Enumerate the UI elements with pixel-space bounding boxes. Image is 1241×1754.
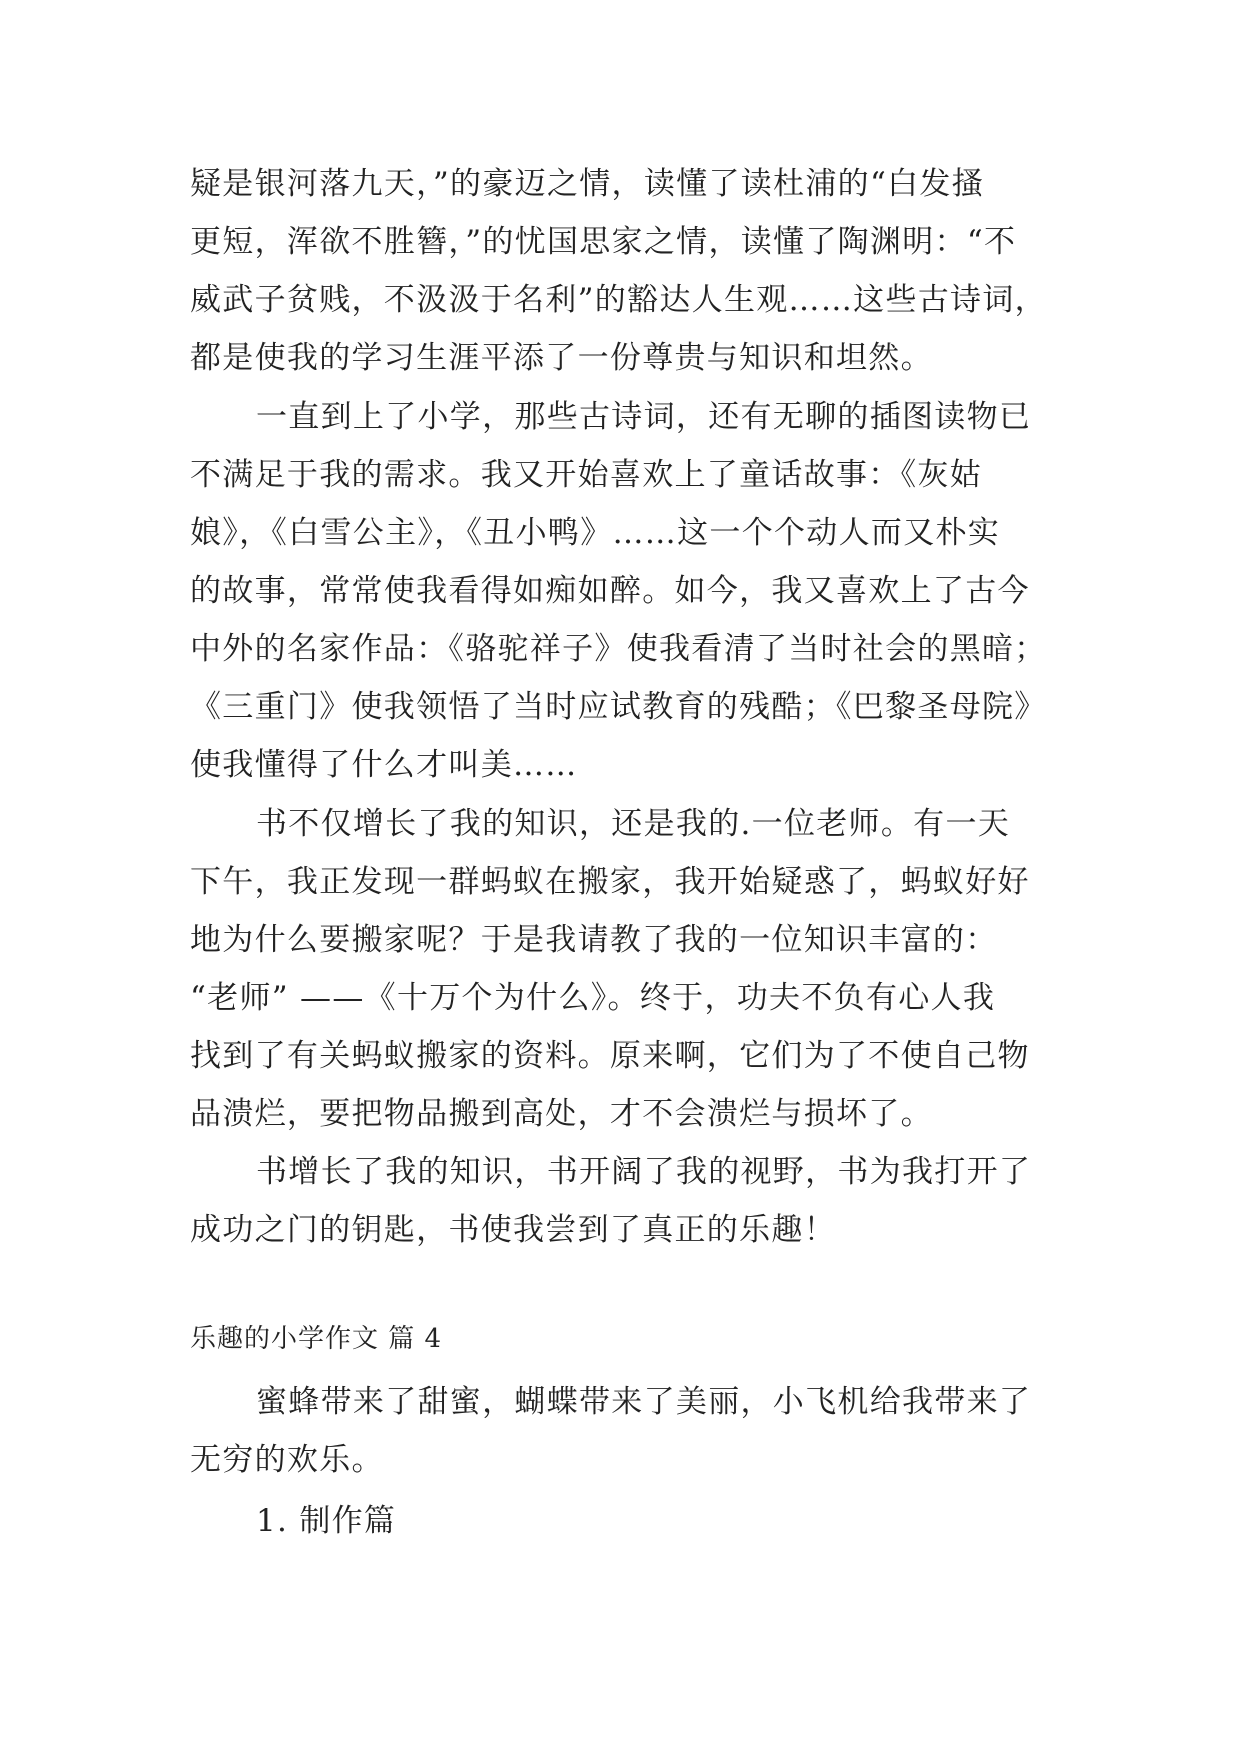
text-line: 不满足于我的需求。我又开始喜欢上了童话故事：《灰姑 [190,457,982,493]
text-line: 《三重门》使我领悟了当时应试教育的残酷；《巴黎圣母院》 [190,689,1047,725]
section-title: 乐趣的小学作文 篇 4 [190,1324,443,1354]
list-item: 1. 制作篇 [256,1503,397,1539]
text-line: “老师” ——《十万个为什么》。终于，功夫不负有心人我 [190,980,996,1016]
text-line: 成功之门的钥匙，书使我尝到了真正的乐趣！ [190,1212,836,1248]
text-line: 下午，我正发现一群蚂蚁在搬家，我开始疑惑了，蚂蚁好好 [190,864,1030,900]
text-line: 使我懂得了什么才叫美…… [190,747,578,783]
text-line: 疑是银河落九天，”的豪迈之情，读懂了读杜浦的“白发搔 [190,166,984,202]
text-line: 中外的名家作品：《骆驼祥子》使我看清了当时社会的黑暗； [190,631,1047,667]
text-line: 书不仅增长了我的知识，还是我的.一位老师。有一天 [256,806,1011,842]
text-line: 品溃烂，要把物品搬到高处，才不会溃烂与损坏了。 [190,1096,933,1132]
text-line: 无穷的欢乐。 [190,1442,384,1478]
text-line: 书增长了我的知识，书开阔了我的视野，书为我打开了 [256,1154,1032,1190]
text-line: 威武子贫贱，不汲汲于名利”的豁达人生观……这些古诗词， [190,282,1047,318]
text-line: 一直到上了小学，那些古诗词，还有无聊的插图读物已 [256,399,1032,435]
text-line: 找到了有关蚂蚁搬家的资料。原来啊，它们为了不使自己物 [190,1038,1030,1074]
text-line: 都是使我的学习生涯平添了一份尊贵与知识和坦然。 [190,340,933,376]
text-line: 地为什么要搬家呢？于是我请教了我的一位知识丰富的： [190,922,998,958]
text-line: 蜜蜂带来了甜蜜，蝴蝶带来了美丽，小飞机给我带来了 [256,1384,1032,1420]
text-line: 的故事，常常使我看得如痴如醉。如今，我又喜欢上了古今 [190,573,1030,609]
text-line: 娘》，《白雪公主》，《丑小鸭》……这一个个动人而又朴实 [190,515,1001,551]
text-line: 更短，浑欲不胜簪，”的忧国思家之情，读懂了陶渊明：“不 [190,224,1017,260]
